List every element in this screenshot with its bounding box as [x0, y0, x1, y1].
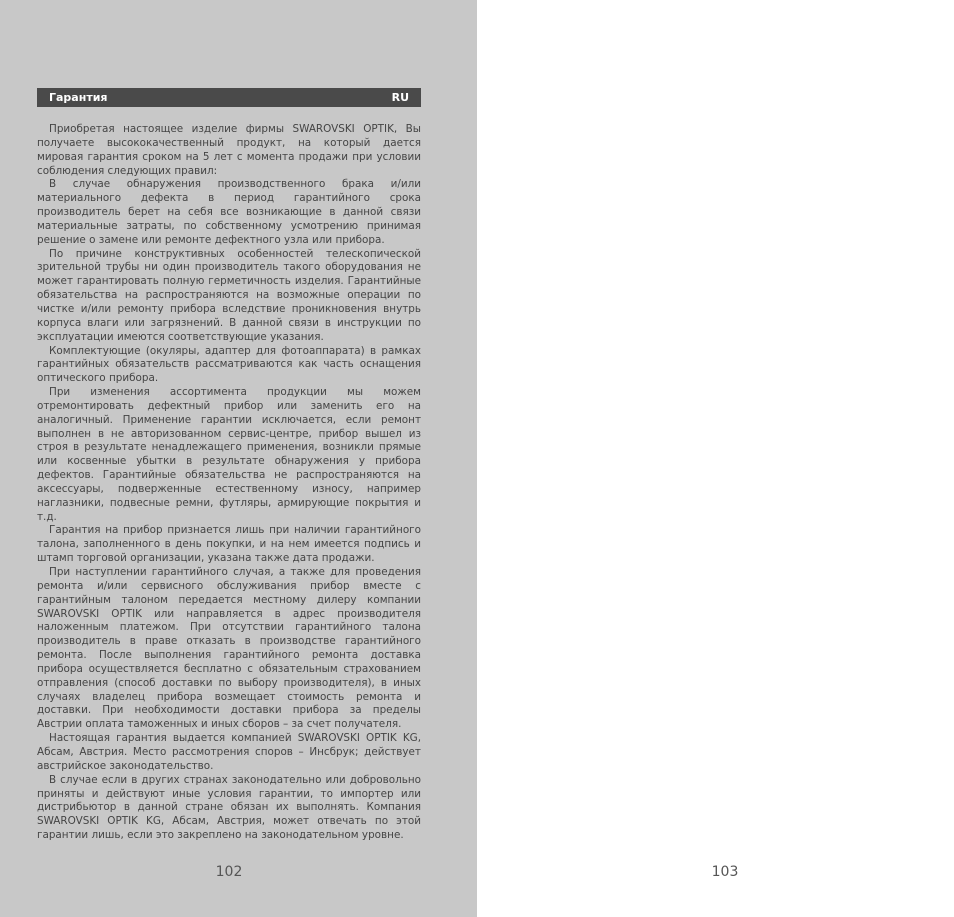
warranty-text	[37, 123, 421, 843]
page-number-left: 102	[215, 864, 243, 880]
language-code: RU	[391, 91, 409, 104]
paragraph: В случае если в других странах законодательно или добровольно приняты и действуют иные условия гарантии, то импортер или дистрибьютор в данной стране обязан их выполнять. Компания SWAROVSKI OPTIK KG, Абсам, Австрия, может отвечать по этой гарантии лишь, если это закреплено на законодательном уровне.	[37, 773, 421, 842]
paragraph: По причине конструктивных особенностей телескопической зрительной трубы ни один производитель такого оборудования не может гарантировать полную герметичность изделия. Гарантийные обязательства на распространяются на возможные операции по чистке и/или ремонту прибора вследствие проникновения внутрь корпуса влаги или загрязнений. В данной связи в инструкции по эксплуатации имеются соответствующие указания.	[37, 247, 421, 343]
page-number-right: 103	[711, 864, 739, 880]
section-header	[37, 88, 421, 107]
paragraph: Комплектующие (окуляры, адаптер для фотоаппарата) в рамках гарантийных обязательств рассматриваются как часть оснащения оптического прибора.	[37, 344, 421, 385]
paragraph: Настоящая гарантия выдается компанией SWAROVSKI OPTIK KG, Абсам, Австрия. Место рассмотрения споров – Инсбрук; действует австрийское законодательство.	[37, 732, 421, 772]
section-title: Гарантия	[49, 91, 108, 104]
paragraph: При наступлении гарантийного случая, а также для проведения ремонта и/или сервисного обслуживания прибор вместе с гарантийным талоном передается местному дилеру компании SWAROVSKI OPTIK или направляется в адрес производителя наложенным платежом. При отсутствии гарантийного талона производитель в праве отказать в производстве гарантийного ремонта. После выполнения гарантийного ремонта доставка прибора осуществляется бесплатно с обязательным страхованием отправления (способ доставки по выбору производителя), в иных случаях владелец прибора возмещает стоимость ремонта и доставки. При необходимости доставки прибора за пределы Австрии оплата таможенных и иных сборов – за счет получателя.	[37, 566, 421, 731]
right-page	[477, 0, 954, 917]
paragraph: В случае обнаружения производственного брака и/или материального дефекта в период гарантийного срока производитель берет на себя все возникающие в данной связи материальные затраты, по собственному усмотрению принимая решение о замене или ремонте дефектного узла или прибора.	[37, 178, 421, 246]
paragraph: Приобретая настоящее изделие фирмы SWAROVSKI OPTIK, Вы получаете высококачественный продукт, на который дается мировая гарантия сроком на 5 лет с момента продажи при условии соблюдения следующих правил:	[37, 123, 421, 177]
paragraph: Гарантия на прибор признается лишь при наличии гарантийного талона, заполненного в день покупки, и на нем имеется подпись и штамп торговой организации, указана также дата продажи.	[37, 524, 421, 565]
paragraph: При изменения ассортимента продукции мы можем отремонтировать дефектный прибор или заменить его на аналогичный. Применение гарантии исключается, если ремонт выполнен в не авторизованном сервис-центре, прибор вышел из строя в результате ненадлежащего применения, возникли прямые или косвенные убытки в результате обнаружения у прибора дефектов. Гарантийные обязательства не распространяются на аксессуары, подверженные естественному износу, например наглазники, подвесные ремни, футляры, армирующие покрытия и т.д.	[37, 386, 421, 523]
